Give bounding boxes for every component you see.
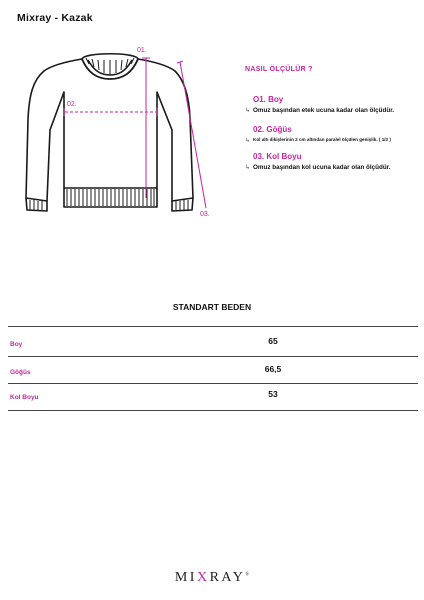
brand-logo: MIXRAY®	[174, 570, 250, 585]
marker-01: 01.	[137, 47, 147, 54]
measure-heading: O1. Boy	[253, 95, 284, 104]
how-to-measure-title: NASIL ÖLÇÜLÜR ?	[245, 66, 313, 73]
table-divider	[8, 326, 418, 327]
measure-item-boy	[245, 95, 423, 114]
return-arrow-icon: ↳	[245, 138, 251, 144]
marker-02: 02.	[67, 101, 77, 108]
row-label-gogus: Göğüs	[10, 369, 31, 376]
return-arrow-icon: ↳	[245, 108, 251, 114]
sweater-outline	[26, 54, 193, 211]
measure-description: Omuz başından kol ucuna kadar olan ölçüdür.	[253, 164, 391, 171]
row-label-kol-boyu: Kol Boyu	[10, 394, 39, 401]
row-value-kol-boyu: 53	[268, 389, 278, 399]
measure-heading: 02. Göğüs	[253, 125, 292, 134]
measure-description: Kol altı dikişlerinin 2 cm altından paralel ölçülen genişlik. ( 1/2 )	[253, 137, 391, 142]
measure-heading: 03. Kol Boyu	[253, 152, 302, 161]
row-value-gogus: 66,5	[264, 364, 282, 374]
return-arrow-icon: ↳	[245, 165, 251, 171]
marker-03: 03.	[200, 211, 210, 218]
page-title: Mixray - Kazak	[17, 12, 93, 24]
measurement-guides	[64, 58, 206, 208]
size-table-title: STANDART BEDEN	[172, 302, 252, 312]
row-value-boy: 65	[268, 336, 278, 346]
measure-item-gogus	[245, 125, 423, 144]
measure-description: Omuz başından etek ucuna kadar olan ölçüdür.	[253, 107, 395, 114]
row-label-boy: Boy	[10, 341, 23, 348]
table-divider	[8, 356, 418, 357]
table-divider	[8, 383, 418, 384]
table-divider	[8, 410, 418, 411]
measure-item-kol-boyu	[245, 152, 423, 171]
